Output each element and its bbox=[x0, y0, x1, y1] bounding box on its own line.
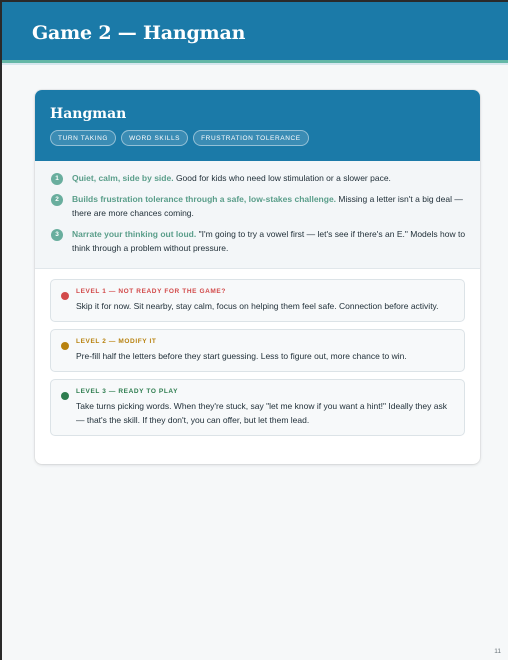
tag-frustration-tolerance: FRUSTRATION TOLERANCE bbox=[193, 130, 309, 146]
level-1-dot-icon bbox=[61, 292, 69, 300]
level-card-2 bbox=[50, 329, 465, 372]
card-title: Hangman bbox=[50, 106, 127, 122]
step-body: Missing a letter isn't a big deal — there are more chances coming. bbox=[72, 194, 463, 218]
level-card-1 bbox=[50, 279, 465, 322]
level-title: LEVEL 3 — READY TO PLAY bbox=[76, 388, 179, 395]
step-text bbox=[72, 227, 466, 255]
step-lead: Quiet, calm, side by side. bbox=[72, 173, 174, 183]
step-number-badge: 2 bbox=[51, 194, 63, 206]
game-card bbox=[35, 90, 480, 464]
tag-turn-taking: TURN TAKING bbox=[50, 130, 116, 146]
step-text bbox=[72, 192, 466, 220]
page-header bbox=[2, 2, 508, 60]
step-number-badge: 1 bbox=[51, 173, 63, 185]
step-text bbox=[72, 171, 391, 185]
page-number: 11 bbox=[494, 648, 501, 655]
level-text: Skip it for now. Sit nearby, stay calm, focus on helping them feel safe. Connection before activity. bbox=[76, 301, 439, 311]
header-accent-stripe-light bbox=[2, 63, 508, 65]
level-text: Take turns picking words. When they're stuck, say "let me know if you want a hint!" Ideally they ask — that's the skill. If they don't, you can offer, but let them lead. bbox=[76, 401, 447, 425]
list-item bbox=[51, 171, 466, 185]
step-lead: Narrate your thinking out loud. bbox=[72, 229, 197, 239]
step-body: Good for kids who need low stimulation or a slower pace. bbox=[173, 173, 391, 183]
level-2-dot-icon bbox=[61, 342, 69, 350]
step-lead: Builds frustration tolerance through a safe, low-stakes challenge. bbox=[72, 194, 337, 204]
level-3-dot-icon bbox=[61, 392, 69, 400]
key-points-list bbox=[35, 161, 480, 269]
list-item bbox=[51, 227, 466, 255]
level-title: LEVEL 2 — MODIFY IT bbox=[76, 338, 157, 345]
tag-list bbox=[50, 130, 465, 146]
level-list bbox=[35, 269, 480, 436]
level-title: LEVEL 1 — NOT READY FOR THE GAME? bbox=[76, 288, 226, 295]
step-number-badge: 3 bbox=[51, 229, 63, 241]
tag-word-skills: WORD SKILLS bbox=[121, 130, 188, 146]
page-title: Game 2 — Hangman bbox=[32, 22, 246, 44]
level-text: Pre-fill half the letters before they start guessing. Less to figure out, more chance to win. bbox=[76, 351, 407, 361]
level-card-3 bbox=[50, 379, 465, 436]
step-body: "I'm going to try a vowel first — let's see if there's an E." Models how to think through a problem without pressure. bbox=[72, 229, 466, 253]
card-header bbox=[35, 90, 480, 161]
list-item bbox=[51, 192, 466, 220]
